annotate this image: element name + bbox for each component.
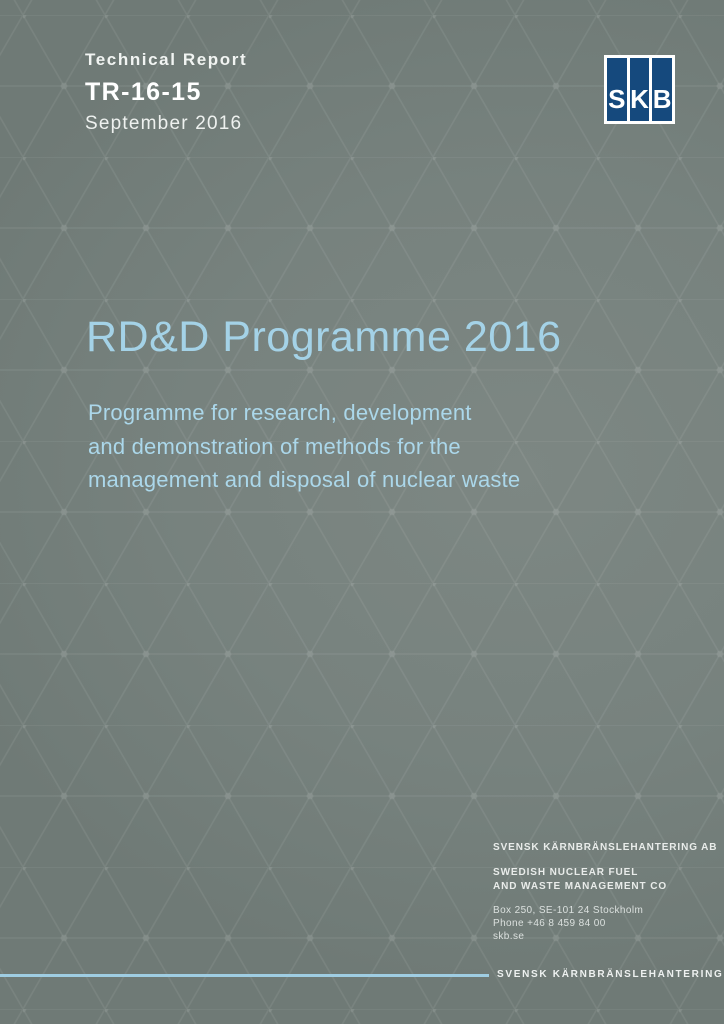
report-subtitle <box>88 396 520 497</box>
publisher-phone: Phone +46 8 459 84 00 <box>493 918 606 930</box>
skb-logo-bar <box>652 58 672 121</box>
publisher-name-en-line1: SWEDISH NUCLEAR FUEL <box>493 867 639 879</box>
publisher-website: skb.se <box>493 931 525 943</box>
report-title: RD&D Programme 2016 <box>86 313 562 361</box>
report-date: September 2016 <box>85 113 243 134</box>
subtitle-line: management and disposal of nuclear waste <box>88 467 521 492</box>
footer-company-name: SVENSK KÄRNBRÄNSLEHANTERING <box>497 969 724 980</box>
skb-logo-bar <box>630 58 650 121</box>
publisher-address-block <box>493 841 717 944</box>
publisher-name-en-line2: AND WASTE MANAGEMENT CO <box>493 880 668 892</box>
publisher-street-address: Box 250, SE-101 24 Stockholm <box>493 904 644 916</box>
skb-logo-letter-s: S <box>608 84 626 114</box>
skb-logo <box>604 55 675 124</box>
skb-logo-bar <box>607 58 627 121</box>
skb-logo-letter-k: K <box>630 84 649 114</box>
subtitle-line: and demonstration of methods for the <box>88 433 461 459</box>
title-block <box>86 313 562 362</box>
report-number: TR-16-15 <box>85 78 202 106</box>
report-type-label: Technical Report <box>85 50 248 69</box>
publisher-name-sv: SVENSK KÄRNBRÄNSLEHANTERING AB <box>493 842 718 853</box>
footer-rule <box>0 974 489 977</box>
subtitle-line: Programme for research, development <box>88 400 472 425</box>
report-masthead <box>85 50 247 135</box>
skb-logo-letter-b: B <box>652 84 672 114</box>
